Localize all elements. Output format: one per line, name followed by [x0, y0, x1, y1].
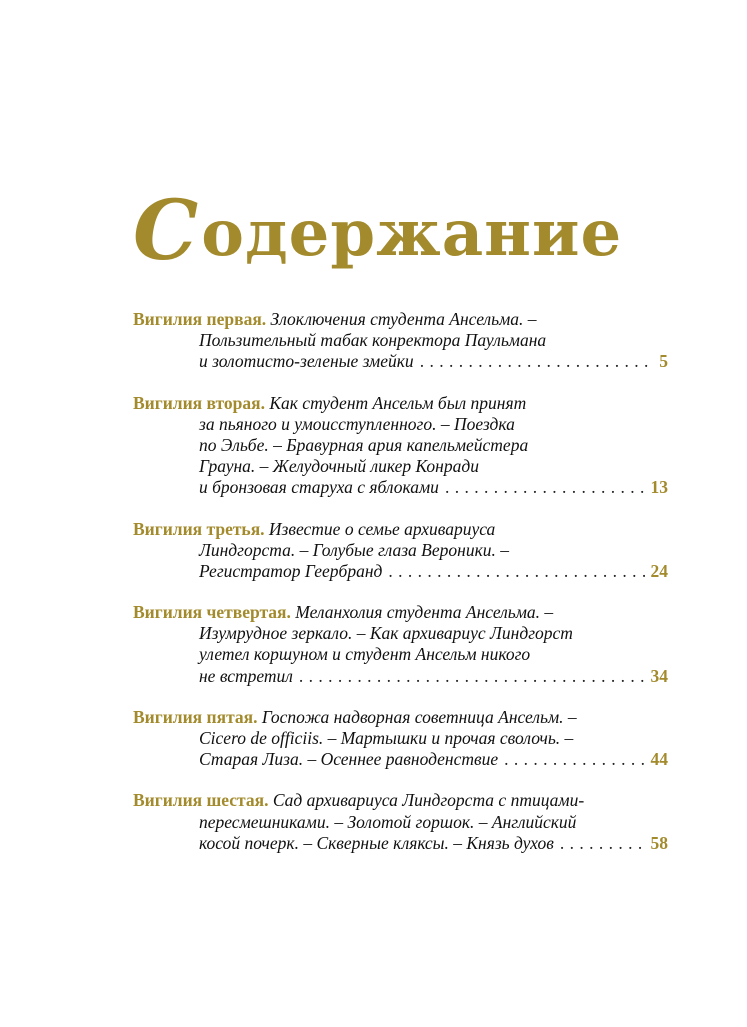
toc-entry-label: Вигилия четвертая. — [133, 602, 291, 623]
toc-entry-text: Старая Лиза. – Осеннее равноденствие — [199, 749, 499, 770]
toc-entry-text: пересмешниками. – Золотой горшок. – Английский — [199, 811, 577, 832]
toc-entry-text: за пьяного и умоисступленного. – Поездка — [199, 413, 515, 434]
toc-entry-text: и бронзовая старуха с яблоками — [199, 477, 439, 498]
toc-entry-text: по Эльбе. – Бравурная ария капельмейстера — [199, 434, 529, 455]
toc-entry-text: и золотисто-зеленые змейки — [199, 351, 414, 372]
toc-entry-text: Изумрудное зеркало. – Как архивариус Линдгорст — [199, 623, 573, 644]
toc-entry-6[interactable] — [133, 790, 668, 854]
page-title — [133, 183, 623, 279]
dot-leader — [299, 666, 645, 687]
title-initial: С — [133, 183, 200, 279]
toc-entry-label: Вигилия третья. — [133, 518, 265, 539]
toc-entry-text: Регистратор Геербранд — [199, 560, 383, 581]
toc-entry-text: Линдгорста. – Голубые глаза Вероники. – — [199, 539, 510, 560]
dot-leader — [560, 833, 645, 854]
toc-page-number[interactable]: 13 — [650, 477, 668, 498]
toc-entry-label: Вигилия шестая. — [133, 790, 269, 811]
toc-page-number[interactable]: 24 — [650, 560, 668, 581]
toc-entry-text: Меланхолия студента Ансельма. – — [295, 602, 554, 623]
toc-entry-text: косой почерк. – Скверные кляксы. – Князь духов — [199, 832, 554, 853]
toc-entry-label: Вигилия первая. — [133, 309, 267, 329]
dot-leader — [445, 477, 645, 498]
toc-entry-text: Грауна. – Желудочный ликер Конради — [199, 456, 479, 477]
dot-leader — [388, 561, 644, 582]
toc-entry-text: Известие о семье архивариуса — [268, 518, 496, 539]
toc-page-number[interactable]: 5 — [659, 351, 668, 372]
toc-page-number[interactable]: 58 — [650, 832, 668, 853]
toc-entry-text: не встретил — [199, 665, 293, 686]
toc-entry-text: Пользительный табак конректора Паульмана — [199, 330, 547, 351]
table-of-contents — [133, 309, 668, 854]
toc-entry-text: Как студент Ансельм был принят — [269, 392, 527, 413]
dot-leader — [504, 749, 644, 770]
toc-entry-4[interactable] — [133, 602, 668, 687]
toc-entry-text: Злоключения студента Ансельма. – — [270, 309, 537, 329]
toc-entry-5[interactable] — [133, 707, 668, 771]
toc-entry-1[interactable] — [133, 309, 668, 373]
toc-entry-text: Cicero de officiis. – Мартышки и прочая сволочь. – — [199, 728, 574, 748]
toc-entry-label: Вигилия пятая. — [133, 706, 258, 727]
toc-page-number[interactable]: 34 — [650, 665, 668, 686]
toc-page-number[interactable]: 44 — [650, 749, 668, 770]
toc-entry-3[interactable] — [133, 519, 668, 583]
toc-entry-text: Госпожа надворная советница Ансельм. – — [261, 706, 577, 727]
toc-entry-2[interactable] — [133, 393, 668, 499]
toc-entry-text: Сад архивариуса Линдгорста с птицами- — [272, 790, 585, 811]
toc-entry-text: улетел коршуном и студент Ансельм никого — [199, 644, 531, 665]
toc-entry-label: Вигилия вторая. — [133, 392, 265, 413]
title-rest: одержание — [201, 196, 623, 271]
dot-leader — [420, 351, 654, 372]
